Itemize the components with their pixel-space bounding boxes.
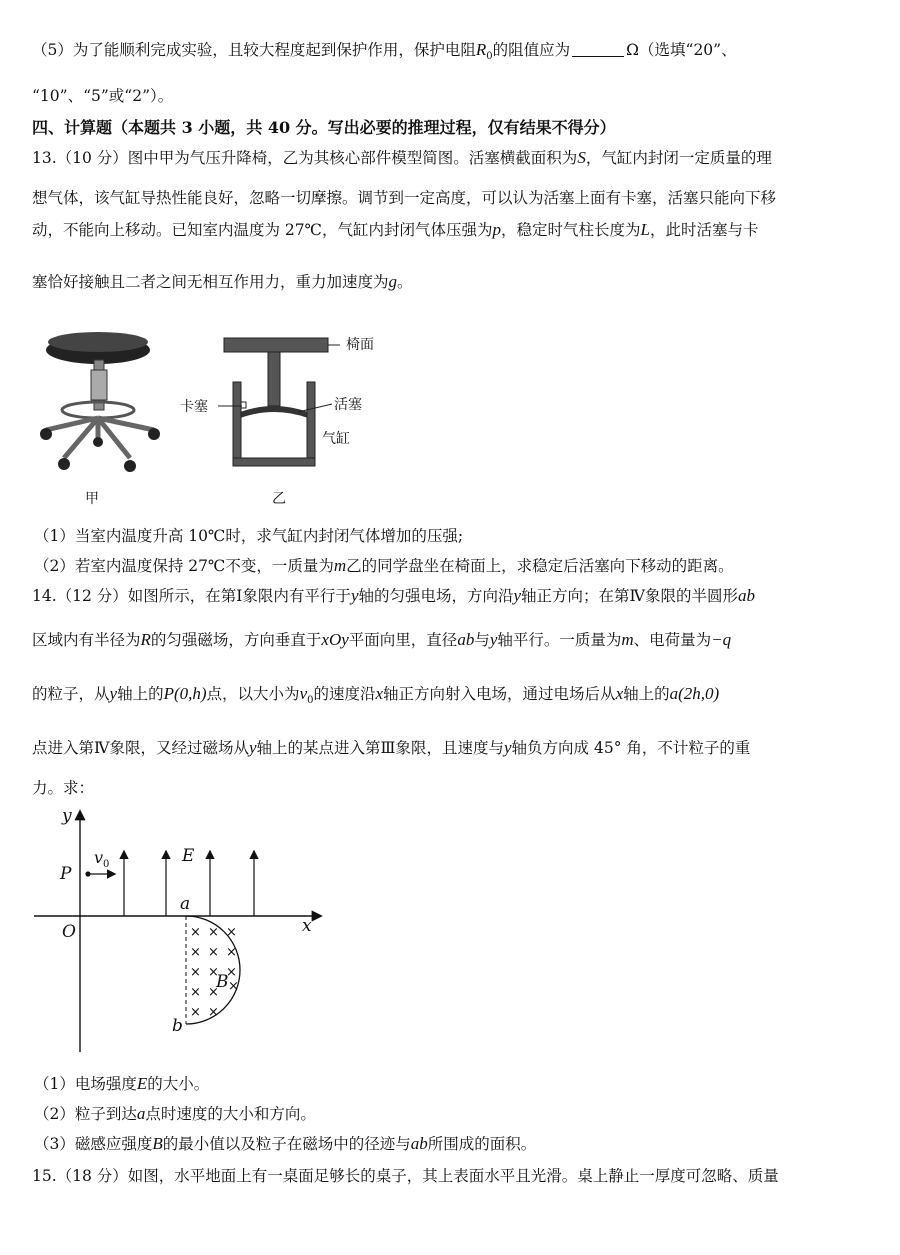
svg-text:×: × xyxy=(228,979,239,994)
fig-origin-label: O xyxy=(62,922,76,942)
q14-line1: 14.（12 分）如图所示，在第Ⅰ象限内有平行于y轴的匀强电场，方向沿y轴正方向；在第Ⅳ象限的半圆形ab xyxy=(32,586,756,605)
fig-y-label: y xyxy=(62,806,72,826)
label-piston: 活塞 xyxy=(334,397,362,413)
q14-sub3: （3）磁感应强度B的最小值以及粒子在磁场中的径迹与ab所围成的面积。 xyxy=(34,1134,537,1153)
answer-blank[interactable] xyxy=(572,40,624,57)
fig-label-yi: 乙 xyxy=(272,491,286,507)
label-seat: 椅面 xyxy=(346,337,374,353)
q14-line4: 点进入第Ⅳ象限，又经过磁场从y轴上的某点进入第Ⅲ象限，且速度与y轴负方向成 45° 角，不计粒子的重 xyxy=(32,738,751,757)
svg-text:×: × xyxy=(190,985,201,1000)
svg-text:×: × xyxy=(190,965,201,980)
q12-part5-line1: （5）为了能顺利完成实验，且较大程度起到保护作用，保护电阻$R_0$的阻值应为 Ω（选填“20”、 xyxy=(32,40,737,63)
svg-text:×: × xyxy=(190,945,201,960)
q13-sub2: （2）若室内温度保持 27℃不变，一质量为m乙的同学盘坐在椅面上，求稳定后活塞向下移动的距离。 xyxy=(34,556,734,575)
fig-p-label: P xyxy=(60,864,72,884)
q13-sub1: （1）当室内温度升高 10℃时，求气缸内封闭气体增加的压强; xyxy=(34,527,464,545)
svg-text:×: × xyxy=(208,985,219,1000)
q13-line1: 13.（10 分）图中甲为气压升降椅，乙为其核心部件模型简图。活塞横截面积为S，气缸内封闭一定质量的理 xyxy=(32,148,772,167)
fig-x-label: x xyxy=(302,916,312,936)
svg-text:×: × xyxy=(190,925,201,940)
q15-line1: 15.（18 分）如图，水平地面上有一桌面足够长的桌子，其上表面水平且光滑。桌上静止一厚度可忽略、质量 xyxy=(32,1167,779,1185)
fig-label-jia: 甲 xyxy=(85,491,99,507)
q14-line3: 的粒子，从y轴上的P(0,h)点，以大小为$v_0$的速度沿x轴正方向射入电场，通过电场后从x轴上的a(2h,0) xyxy=(32,684,720,707)
q14-sub2: （2）粒子到达a点时速度的大小和方向。 xyxy=(34,1104,316,1123)
label-stop: 卡塞 xyxy=(180,399,208,415)
svg-text:×: × xyxy=(208,925,219,940)
svg-text:×: × xyxy=(208,1005,219,1020)
cylinder-figure xyxy=(200,330,340,470)
q13-line2: 想气体，该气缸导热性能良好，忽略一切摩擦。调节到一定高度，可以认为活塞上面有卡塞，活塞只能向下移 xyxy=(32,189,777,207)
q13-line3: 动，不能向上移动。已知室内温度为 27℃，气缸内封闭气体压强为p，稳定时气柱长度为L，此时活塞与卡 xyxy=(32,220,759,239)
svg-text:×: × xyxy=(226,965,237,980)
fig-b-label: b xyxy=(172,1016,183,1036)
fig-B-label: B xyxy=(216,972,229,992)
stool-figure xyxy=(36,318,166,483)
svg-text:×: × xyxy=(226,925,237,940)
svg-text:×: × xyxy=(208,945,219,960)
fig-a-label: a xyxy=(180,894,191,914)
svg-text:×: × xyxy=(208,965,219,980)
fig-v0-label: $v_0$ xyxy=(94,848,110,871)
q13-line4: 塞恰好接触且二者之间无相互作用力，重力加速度为g。 xyxy=(32,272,413,291)
q14-line5: 力。求： xyxy=(32,779,95,797)
svg-text:×: × xyxy=(190,1005,201,1020)
section-heading: 四、计算题（本题共 3 小题，共 40 分。写出必要的推理过程，仅有结果不得分） xyxy=(32,118,616,137)
label-cylinder: 气缸 xyxy=(322,431,350,447)
q14-line2: 区域内有半径为R的匀强磁场，方向垂直于xOy平面向里，直径ab与y轴平行。一质量为m、电荷量为−q xyxy=(32,630,732,649)
svg-text:×: × xyxy=(226,945,237,960)
q14-sub1: （1）电场强度E的大小。 xyxy=(34,1074,210,1093)
fig-e-label: E xyxy=(182,846,195,866)
q12-part5-line2: “10”、“5”或“2”）。 xyxy=(32,87,174,105)
